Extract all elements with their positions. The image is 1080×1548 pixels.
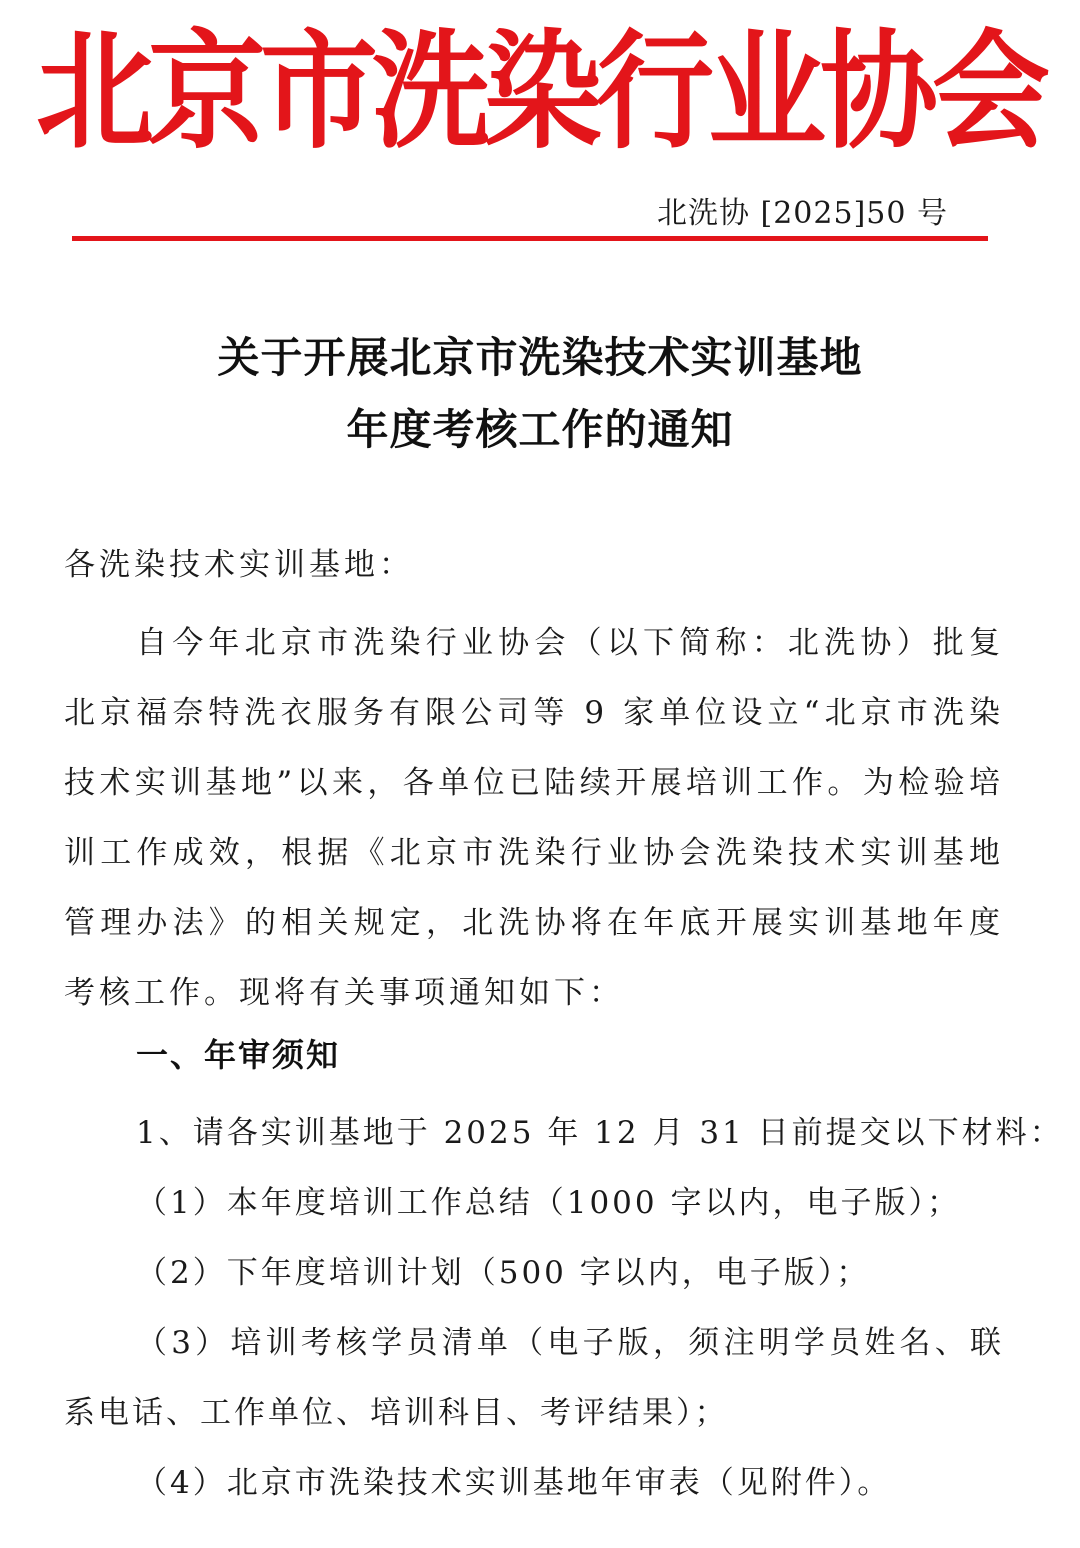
requirements-list: [64, 1098, 1064, 1518]
intro-paragraph: 自今年北京市洗染行业协会（以下简称：北洗协）批复北京福奈特洗衣服务有限公司等 9 家单位设立“北京市洗染技术实训基地”以来，各单位已陆续开展培训工作。为检验培训工作成效，根据《北京市洗染行业协会洗染技术实训基地管理办法》的相关规定，北洗协将在年底开展实训基地年度考核工作。现将有关事项通知如下：: [64, 625, 1004, 1011]
list-item: （1）本年度培训工作总结（1000 字以内，电子版）；: [136, 1185, 961, 1221]
list-item: （2）下年度培训计划（500 字以内，电子版）；: [136, 1255, 871, 1291]
document-number: 北洗协 [2025]50 号: [656, 196, 948, 231]
notice-title-line-2: 年度考核工作的通知: [346, 405, 734, 454]
list-item: 1、请各实训基地于 2025 年 12 月 31 日前提交以下材料：: [136, 1115, 1064, 1151]
organization-header: 北京市洗染行业协会: [35, 16, 1044, 166]
section-heading-annual-review: 一、年审须知: [136, 1036, 341, 1074]
notice-title-line-1: 关于开展北京市洗染技术实训基地: [217, 333, 863, 382]
salutation: 各洗染技术实训基地：: [64, 547, 414, 583]
red-divider-line: [72, 236, 988, 241]
list-item: （4）北京市洗染技术实训基地年审表（见附件）。: [136, 1465, 892, 1501]
list-item: （3）培训考核学员清单（电子版，须注明学员姓名、联系电话、工作单位、培训科目、考评结果）；: [64, 1325, 1004, 1431]
